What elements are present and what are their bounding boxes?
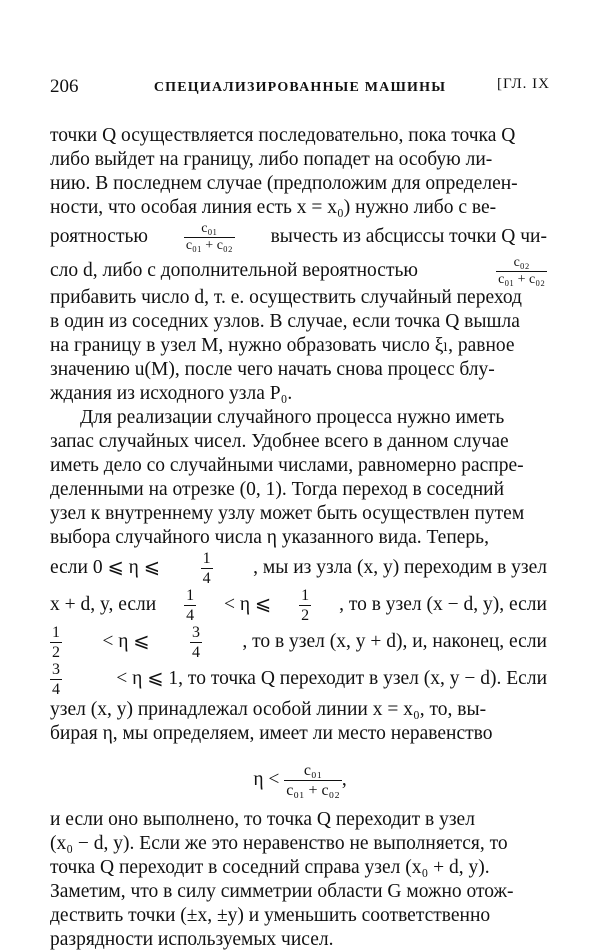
fraction: $\frac{\text{c₀₁}}{\text{c₀₁ + c₀₂}}$ <box>286 761 340 799</box>
fraction: $\frac{3}{4}$ <box>52 660 60 698</box>
fraction: $\frac{1}{4}$ <box>202 549 211 587</box>
text-line: и если оно выполнено, то точка Q переходит в узел <box>50 809 475 830</box>
text-line: в один из соседних узлов. В случае, если точка Q вышла <box>50 311 520 332</box>
display-formula: η < $\frac{\text{c₀₁}}{\text{c₀₁ + c₀₂}}$ , <box>253 761 347 799</box>
text-line: иметь дело со случайными числами, равномерно распре- <box>50 455 524 476</box>
text-line: роятностью $\frac{\text{c₀₁}}{\text{c₀₁ + c₀₂}}$ вычесть из абсциссы точки Q чи- <box>50 220 547 253</box>
chapter-marker: [ГЛ. IX <box>496 76 550 92</box>
text-line: ждания из исходного узла P₀. <box>50 383 293 404</box>
text-line: x + d, y, если $\frac{1}{4}$ < η ⩽ $\frac{1}{2}$ , то в узел (x − d, y), если <box>50 586 547 624</box>
fraction: $\frac{1}{2}$ <box>52 623 60 661</box>
text-line: нию. В последнем случае (предположим для определен- <box>50 173 518 194</box>
text-line: точка Q переходит в соседний справа узел (x₀ + d, y). <box>50 857 490 878</box>
text-line: сло d, либо с дополнительной вероятностью $\frac{\text{c₀₂}}{\text{c₀₁ + c₀₂}}$ <box>50 254 545 287</box>
text-line: прибавить число d, т. е. осуществить случайный переход <box>50 287 522 308</box>
text-line: узел к внутреннему узлу может быть осуществлен путем <box>50 503 525 524</box>
text-line: деленными на отрезке (0, 1). Тогда переход в соседний <box>50 479 505 500</box>
text-line: ности, что особая линия есть x = x₀) нужно либо с ве- <box>50 197 497 218</box>
text-line: на границу в узел M, нужно образовать число ξₗ, равное <box>50 335 515 356</box>
text-line: $\frac{3}{4}$ < η ⩽ 1, то точка Q переходит в узел (x, y − d). Если <box>52 660 547 698</box>
text-line: дествить точки (±x, ±y) и уменьшить соответственно <box>50 905 491 926</box>
fraction: $\frac{3}{4}$ <box>191 623 200 661</box>
text-line: если 0 ⩽ η ⩽ $\frac{1}{4}$ , мы из узла (x, y) переходим в узел <box>50 549 547 587</box>
running-header <box>50 76 550 100</box>
text-line: узел (x, y) принадлежал особой линии x = x₀, то, вы- <box>50 699 487 720</box>
running-title: СПЕЦИАЛИЗИРОВАННЫЕ МАШИНЫ <box>153 80 447 95</box>
page-number: 206 <box>50 76 79 97</box>
fraction: $\frac{\text{c₀₂}}{\text{c₀₁ + c₀₂}}$ <box>498 254 545 287</box>
text-line: запас случайных чисел. Удобнее всего в данном случае <box>50 431 509 452</box>
fraction: $\frac{1}{4}$ <box>186 586 195 624</box>
text-line: либо выйдет на границу, либо попадет на особую ли- <box>50 149 493 170</box>
text-line: разрядности используемых чисел. <box>50 929 334 950</box>
text-line: значению u(M), после чего начать снова процесс блу- <box>50 359 495 380</box>
text-line: $\frac{1}{2}$ < η ⩽ $\frac{3}{4}$ , то в узел (x, y + d), и, наконец, если <box>52 623 547 661</box>
fraction: $\frac{\text{c₀₁}}{\text{c₀₁ + c₀₂}}$ <box>185 220 233 253</box>
text-line: выбора случайного числа η указанного вида. Теперь, <box>50 527 489 548</box>
text-line: бирая η, мы определяем, имеет ли место неравенство <box>50 723 493 744</box>
text-line: (x₀ − d, y). Если же это неравенство не выполняется, то <box>50 833 508 854</box>
text-line: Заметим, что в силу симметрии области G можно отож- <box>50 881 514 902</box>
text-line: точки Q осуществляется последовательно, пока точка Q <box>50 125 516 146</box>
fraction: $\frac{1}{2}$ <box>301 586 310 624</box>
text-line: Для реализации случайного процесса нужно иметь <box>80 407 505 428</box>
